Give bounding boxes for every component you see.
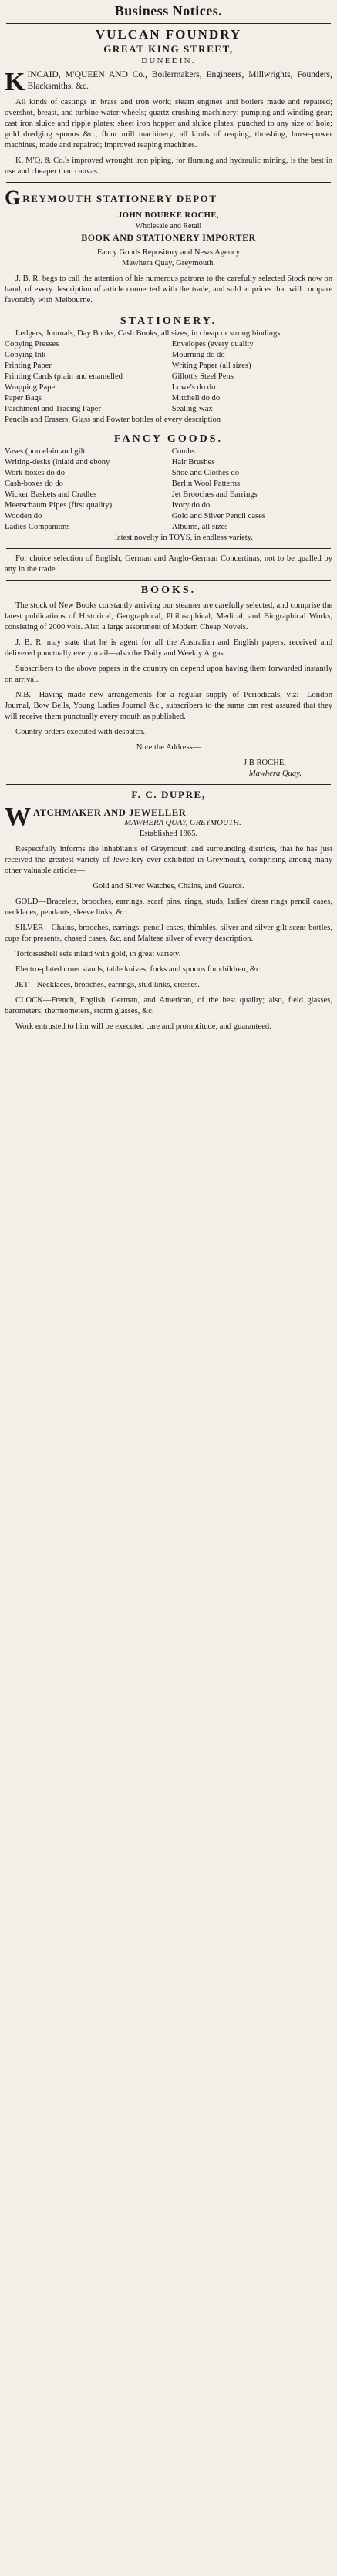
list-item: Ivory do do <box>171 501 211 510</box>
vulcan-intro <box>5 68 332 96</box>
dupre-item: GOLD—Bracelets, brooches, earrings, scarf pins, rings, studs, ladies' dress rings pencil cases, necklaces, pendants, sleeve links, &c. <box>5 897 332 917</box>
dupre-item: Work entrusted to him will be executed care and promptitude, and guaranteed. <box>15 1022 271 1031</box>
books-para-1: The stock of New Books constantly arriving our steamer are carefully selected, and comprise the latest publications of Historical, Geographical, Philosophical, Medical, and Biographical Works, consisting of 2000 vols. Also a large assortment of Modern Cheap Novels. <box>5 601 332 631</box>
depot-descriptor: Wholesale and Retail <box>135 222 202 231</box>
list-item: Mourning do do <box>171 351 225 359</box>
list-item: Vases (porcelain and gilt <box>5 447 86 456</box>
fancy-goods-concertinas: For choice selection of English, German and Anglo-German Concertinas, not to be qualled by any in the trade. <box>5 554 332 574</box>
list-item: Sealing-wax <box>171 405 213 413</box>
stationery-depot-notice <box>5 187 332 306</box>
list-item: Printing Paper <box>5 362 52 370</box>
list-item: Writing-desks (inlaid and ebony <box>5 458 110 466</box>
list-item: Jet Brooches and Earrings <box>171 490 258 499</box>
list-item: Cash-boxes do do <box>5 480 63 488</box>
depot-title-row <box>5 187 332 207</box>
vulcan-city: DUNEDIN. <box>141 56 196 66</box>
stationery-heading: STATIONERY. <box>120 315 217 327</box>
stationery-lead: Ledgers, Journals, Day Books, Cash Books, all sizes, in cheap or strong bindings. <box>15 329 283 338</box>
depot-title: REYMOUTH STATIONERY DEPOT <box>22 193 217 204</box>
fancy-goods-columns <box>5 446 332 533</box>
list-item: Gold and Silver Pencil cases <box>171 512 265 520</box>
fancy-goods-left-column <box>5 446 165 533</box>
list-item: Wicker Baskets and Cradles <box>5 490 97 499</box>
books-signature: J B ROCHE, <box>243 759 286 767</box>
fancy-goods-right-column <box>172 446 332 533</box>
list-item: Wrapping Paper <box>5 383 58 392</box>
list-item: Printing Cards (plain and enamelled <box>5 372 123 381</box>
list-item: Mitchell do do <box>171 394 221 402</box>
depot-trade: BOOK AND STATIONERY IMPORTER <box>81 232 256 243</box>
books-section <box>5 585 332 780</box>
list-item: Hair Brushes <box>171 458 215 466</box>
books-signature-place: Mawhera Quay. <box>248 769 302 778</box>
depot-address: Mawhera Quay, Greymouth. <box>121 259 216 268</box>
vulcan-footer: K. M'Q. & Co.'s improved wrought iron piping, for fluming and hydraulic mining, is the best in use and cheaper than canvas. <box>5 157 332 176</box>
divider <box>6 182 331 184</box>
stationery-left-column <box>5 339 165 415</box>
list-item: Ladies Companions <box>5 523 70 531</box>
dupre-title-row <box>5 804 332 840</box>
vulcan-street: GREAT KING STREET, <box>103 43 234 55</box>
dupre-address: MAWHERA QUAY, GREYMOUTH. <box>124 819 241 827</box>
list-item: Gillott's Steel Pens <box>171 372 234 381</box>
list-item: Wooden do <box>5 512 42 520</box>
books-para-5: Country orders executed with despatch. <box>15 728 145 736</box>
depot-intro: J. B. R. begs to call the attention of his numerous patrons to the carefully selected Stock now on hand, of every description of article connected with the trade, and sold at prices that will compare favorably with Melbourne. <box>5 274 332 305</box>
dupre-established: Established 1865. <box>139 830 198 838</box>
list-item: Parchment and Tracing Paper <box>5 405 102 413</box>
vulcan-body: All kinds of castings in brass and iron work; steam engines and boilers made and repaired; overshot, breast, and turbine water wheels; quartz crushing machinery; pumping and winding gear; cast iron sluice and ripple plates; sheet iron hopper and sluice plates, punched to any size of hole; gold dredging spoons &c.; flour mill machinery; all kinds of reaping, thrashing, horse-power machines, made and repaired; improved reaping machines. <box>5 98 332 150</box>
list-item: Berlin Wool Patterns <box>171 480 241 488</box>
stationery-tail: Pencils and Erasers, Glass and Powter bottles of every description <box>5 416 221 424</box>
dupre-notice <box>5 788 332 1032</box>
vulcan-title: VULCAN FOUNDRY <box>95 27 242 42</box>
books-para-4: N.B.—Having made new arrangements for a regular supply of Periodicals, viz:—London Journal, Bow Bells, Young Ladies Journal &c., subscribers to the same can rest assured that they will receive them punctually every mouth as published. <box>5 691 332 721</box>
list-item: Copying Ink <box>5 351 46 359</box>
dupre-item: Electro-plated cruet stands, table knives, forks and spoons for children, &c. <box>15 965 262 974</box>
books-note-address: Note the Address— <box>136 743 201 752</box>
books-para-2: J. B. R. may state that he is agent for all the Australian and English papers, received and delivered punctually every mail—also the Daily and Weekly Argas. <box>5 638 332 658</box>
list-item: Lowe's do do <box>171 383 216 392</box>
divider <box>6 783 331 785</box>
vulcan-intro-text: INCAID, M'QUEEN AND Co., Boilermakers, Engineers, Millwrights, Founders, Blacksmiths, &c. <box>27 70 332 91</box>
list-item: Work-boxes do do <box>5 469 65 477</box>
books-heading: BOOKS. <box>140 584 197 596</box>
stationery-columns <box>5 339 332 415</box>
dupre-subhead: Gold and Silver Watches, Chains, and Guards. <box>93 882 244 891</box>
dupre-item: Tortoiseshell sets inlaid with gold, in great variety. <box>15 950 181 958</box>
depot-repository: Fancy Goods Repository and News Agency <box>96 248 241 257</box>
dupre-item: CLOCK—French, English, German, and American, of the best quality; also, field glasses, barometers, thermometers, storm glasses, &c. <box>5 996 332 1015</box>
books-para-3: Subscribers to the above papers in the country on depend upon having them forwarded instantly on arrival. <box>5 665 332 684</box>
list-item: Envelopes (every quality <box>171 340 254 349</box>
list-item: Shoe and Clothes do <box>171 469 240 477</box>
divider <box>6 548 331 549</box>
depot-proprietor: JOHN BOURKE ROCHE, <box>117 211 220 220</box>
dupre-title: ATCHMAKER AND JEWELLER <box>33 807 187 818</box>
dupre-intro: Respectfully informs the inhabitants of Greymouth and surrounding districts, that he has just received the greatest variety of Jewellery ever exhibited in Greymouth, comprising among many other valuable articles— <box>5 845 332 875</box>
vulcan-foundry-notice <box>5 27 332 177</box>
divider <box>6 22 331 24</box>
list-item: Copying Presses <box>5 340 59 349</box>
dupre-item: SILVER—Chains, brooches, earrings, pencil cases, thimbles, silver and silver-gilt scent bottles, cups for presents, chased cases, &c, and Maltese silver of every description. <box>5 924 332 943</box>
masthead: Business Notices. <box>114 3 223 19</box>
fancy-goods-heading: FANCY GOODS. <box>114 433 223 445</box>
fancy-goods-novelty: latest novelty in TOYS, in endless variety. <box>115 534 253 542</box>
dupre-item: JET—Necklaces, brooches, earrings, stud links, crosses. <box>15 981 200 989</box>
divider <box>6 580 331 581</box>
dupre-name: F. C. DUPRE, <box>131 789 206 800</box>
list-item: Paper Bags <box>5 394 42 402</box>
list-item: Albums, all sizes <box>171 523 228 531</box>
list-item: Writing Paper (all sizes) <box>171 362 251 370</box>
stationery-section <box>5 316 332 426</box>
stationery-right-column <box>172 339 332 415</box>
list-item: Combs <box>171 447 195 456</box>
dupre-drop-letter: W <box>5 804 31 831</box>
depot-drop-letter: G <box>5 187 21 207</box>
list-item: Meerschaum Pipes (first quality) <box>5 501 113 510</box>
vulcan-drop-letter: K <box>5 68 25 96</box>
fancy-goods-section <box>5 434 332 575</box>
